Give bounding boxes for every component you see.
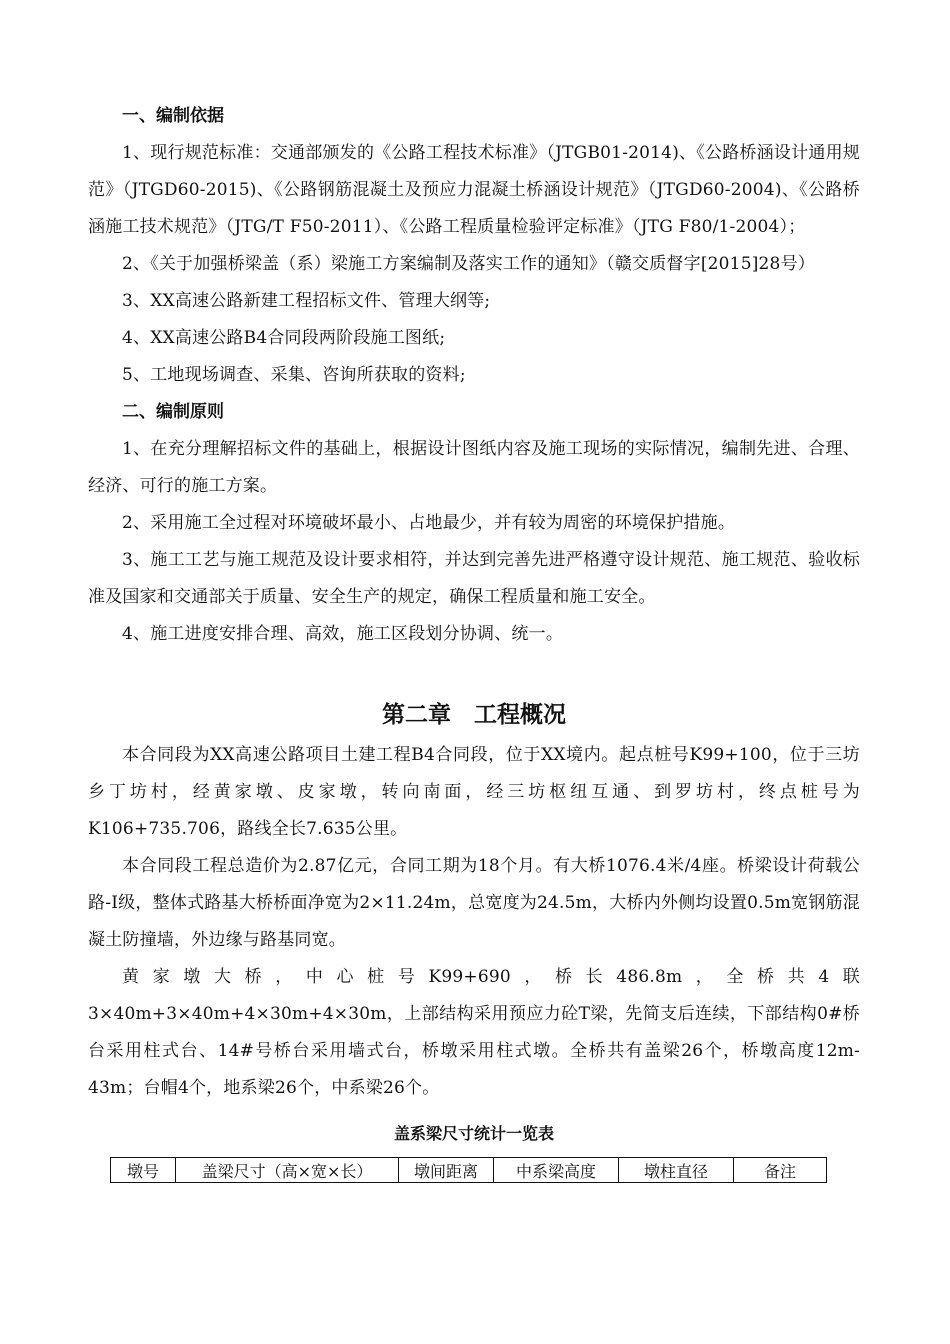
header-cap-beam-size: 盖梁尺寸（高×宽×长） [176,1158,399,1183]
overview-paragraph-3: 黄家墩大桥，中心桩号K99+690，桥长486.8m，全桥共4联3×40m+3×40m+4×30m+4×30m，上部结构采用预应力砼T梁，先简支后连续，下部结构0#桥台采用柱式台、14#号桥台采用墙式台，桥墩采用柱式墩。全桥共有盖梁26个，桥墩高度12m-43m；台帽4个，地系梁26个，中系梁26个。 [88,967,860,1098]
principle-item-3: 3、施工工艺与施工规范及设计要求相符，并达到完善先进严格遵守设计规范、施工规范、验收标准及国家和交通部关于质量、安全生产的规定，确保工程质量和施工安全。 [88,550,860,607]
principle-item-2: 2、采用施工全过程对环境破坏最小、占地最少，并有较为周密的环境保护措施。 [122,513,736,533]
header-column-diameter: 墩柱直径 [619,1158,734,1183]
basis-item-4: 4、XX高速公路B4合同段两阶段施工图纸; [122,328,446,348]
header-pier-no: 墩号 [111,1158,176,1183]
chapter-title: 第二章 工程概况 [382,702,566,728]
section-heading-principles: 二、编制原则 [122,402,224,422]
principle-item-1: 1、在充分理解招标文件的基础上，根据设计图纸内容及施工现场的实际情况，编制先进、合理、经济、可行的施工方案。 [88,439,860,496]
basis-item-1: 1、现行规范标准：交通部颁发的《公路工程技术标准》（JTGB01-2014)、《公路桥涵设计通用规范》（JTGD60-2015)、《公路钢筋混凝土及预应力混凝土桥涵设计规范》（JTGD60-2004)、《公路桥涵施工技术规范》（JTG/T F50-2011）、《公路工程质量检验评定标准》（JTG F80/1-2004）； [88,143,860,237]
principle-item-4: 4、施工进度安排合理、高效，施工区段划分协调、统一。 [122,624,564,644]
basis-item-2: 2、《关于加强桥梁盖（系）梁施工方案编制及落实工作的通知》（赣交质督字[2015]28号） [122,254,815,274]
basis-item-3: 3、XX高速公路新建工程招标文件、管理大纲等; [122,291,491,311]
header-remarks: 备注 [734,1158,827,1183]
overview-paragraph-2: 本合同段工程总造价为2.87亿元，合同工期为18个月。有大桥1076.4米/4座。桥梁设计荷载公路-Ⅰ级，整体式路基大桥桥面净宽为2×11.24m，总宽度为24.5m，大桥内外侧均设置0.5m宽钢筋混凝土防撞墙，外边缘与路基同宽。 [88,856,860,950]
page-content [88,98,860,1183]
section-heading-basis: 一、编制依据 [122,106,224,126]
header-pier-spacing: 墩间距离 [399,1158,494,1183]
header-tie-beam-height: 中系梁高度 [494,1158,619,1183]
beam-size-table [110,1157,827,1183]
basis-item-5: 5、工地现场调查、采集、咨询所获取的资料; [122,365,466,385]
overview-paragraph-1: 本合同段为XX高速公路项目土建工程B4合同段，位于XX境内。起点桩号K99+100，位于三坊乡丁坊村，经黄家墩、皮家墩，转向南面，经三坊枢纽互通、到罗坊村，终点桩号为K106+735.706，路线全长7.635公里。 [88,745,860,839]
table-header-row [111,1158,827,1183]
table-title: 盖系梁尺寸统计一览表 [393,1124,554,1143]
